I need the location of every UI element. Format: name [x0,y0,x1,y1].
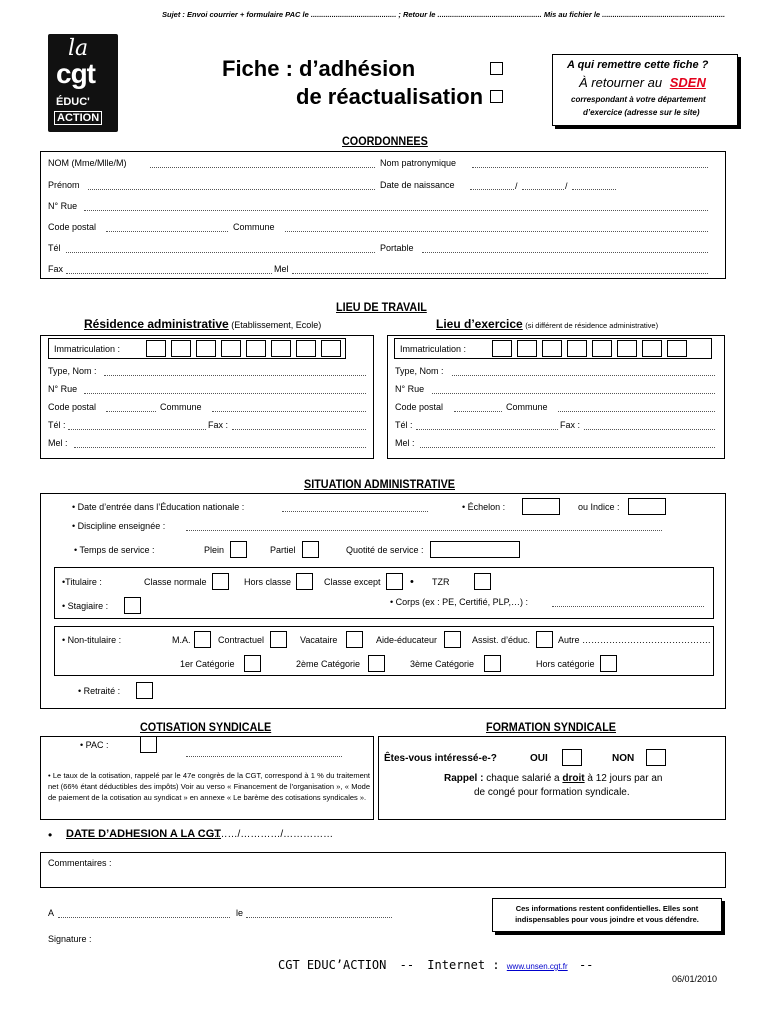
quotite-label: Quotité de service : [346,545,424,555]
commune-right-field[interactable] [558,411,715,412]
date-entree-field[interactable] [282,511,428,512]
date-naissance-month[interactable] [522,189,564,190]
tzr-checkbox[interactable] [474,573,491,590]
formation-oui-label: OUI [530,753,548,764]
commune-left-label: Commune [160,402,202,412]
reactualisation-checkbox[interactable] [490,90,503,103]
immat-right-digit-6[interactable] [617,340,637,357]
assist-checkbox[interactable] [536,631,553,648]
mel-right-field[interactable] [420,447,715,448]
signature-le-label: le [236,908,244,918]
pac-label: • PAC : [80,740,109,750]
indice-box[interactable] [628,498,666,515]
lieu-exercice-sub: (si différent de résidence administrative) [525,321,659,330]
tel-right-label: Tél : [395,420,413,430]
coordonnees-heading: COORDONNEES [342,134,428,148]
nom-patronymique-field[interactable] [472,167,708,168]
lieu-heading: LIEU DE TRAVAIL [336,300,427,314]
adhesion-label: DATE D’ADHESION A LA CGT [66,828,222,840]
fax-label: Fax [48,264,64,274]
footer-url-link[interactable]: www.unsen.cgt.fr [506,962,568,971]
partiel-label: Partiel [270,545,296,555]
immat-right-digit-7[interactable] [642,340,662,357]
callout-sden: SDEN [669,75,706,90]
portable-label: Portable [380,243,414,253]
temps-label: • Temps de service : [74,545,155,555]
formation-non-checkbox[interactable] [646,749,666,766]
footer-brand: CGT EDUC’ACTION [278,958,387,972]
formation-non-label: NON [612,753,635,764]
immat-right-label: Immatriculation : [400,344,467,354]
cotisation-heading: COTISATION SYNDICALE [140,720,272,734]
cotisation-text: • Le taux de la cotisation, rappelé par le 47e congrès de la CGT, correspond à 1 % du traitement net (66% étant déductibles des impôts) Voir au verso « Financement de l’organisation », « Mode de paiement de la cotisation au syndicat » en annexe « Le barème des cotisations syndicales ». [48,771,370,802]
mel-right-label: Mel : [395,438,415,448]
tzr-label: TZR [432,577,450,587]
plein-label: Plein [204,545,225,555]
rappel-text-1: chaque salarié a [486,773,560,784]
cat2-checkbox[interactable] [368,655,385,672]
signature-date-field[interactable] [246,917,392,918]
hors-cat-checkbox[interactable] [600,655,617,672]
callout-retour [579,75,706,90]
corps-field[interactable] [552,606,704,607]
titulaire-label: •Titulaire : [62,577,102,587]
prenom-field[interactable] [88,189,375,190]
vacataire-label: Vacataire [300,635,338,645]
aide-educ-label: Aide-éducateur [376,635,438,645]
tzr-bullet: • [410,576,414,588]
type-nom-right-field[interactable] [452,375,715,376]
commentaires-label: Commentaires : [48,858,112,868]
immat-right-digit-8[interactable] [667,340,687,357]
classe-except-label: Classe except [324,577,381,587]
confidential-text: Ces informations restent confidentielles. Elles sont indispensables pour vous joindre et vous défendre. [515,904,699,924]
commentaires-panel[interactable] [40,852,726,888]
immat-left-digit-2[interactable] [171,340,191,357]
immat-left-digit-1[interactable] [146,340,166,357]
fax-left-label: Fax : [208,420,229,430]
autre-label: Autre ……………………………………. [558,635,711,645]
logo-la: la [68,36,89,61]
formation-question: Êtes-vous intéressé-e-? [384,753,497,764]
hors-classe-label: Hors classe [244,577,292,587]
adhesion-value[interactable]: : ………/…………/…………… [202,829,334,840]
title-line2: de réactualisation [296,84,484,109]
rappel-line-2: de congé pour formation syndicale. [474,787,630,798]
cat1-label: 1er Catégorie [180,659,235,669]
residence-admin-sub: (Etablissement, Ecole) [231,320,322,330]
footer-date: 06/01/2010 [672,974,718,984]
retraite-label: • Retraité : [78,686,121,696]
rappel-droit: droit [562,773,585,784]
date-naissance-year[interactable] [572,189,616,190]
callout-dept2: d’exercice (adresse sur le site) [583,108,700,117]
stagiaire-checkbox[interactable] [124,597,141,614]
mel-label: Mel [274,264,289,274]
immat-right-digit-2[interactable] [517,340,537,357]
pac-checkbox[interactable] [140,736,157,753]
discipline-label: • Discipline enseignée : [72,521,166,531]
callout-dept1: correspondant à votre département [571,95,706,104]
fax-right-label: Fax : [560,420,581,430]
echelon-box[interactable] [522,498,560,515]
rue-right-label: N° Rue [395,384,425,394]
lieu-exercice-title [436,317,658,331]
stagiaire-label: • Stagiaire : [62,601,109,611]
contractuel-checkbox[interactable] [270,631,287,648]
date-naissance-day[interactable] [470,189,514,190]
plein-checkbox[interactable] [230,541,247,558]
rue-right-field[interactable] [432,393,715,394]
mel-field[interactable] [292,273,708,274]
commune-label: Commune [233,222,275,232]
rue-left-field[interactable] [84,393,366,394]
formation-rappel [444,773,662,784]
type-nom-left-field[interactable] [104,375,366,376]
type-nom-right-label: Type, Nom : [395,366,444,376]
tel-field[interactable] [66,252,375,253]
rappel-text-2: à 12 jours par an [587,773,663,784]
rappel-bold: Rappel : [444,773,484,784]
formation-heading: FORMATION SYNDICALE [486,720,617,734]
hors-cat-label: Hors catégorie [536,659,595,669]
classe-normale-checkbox[interactable] [212,573,229,590]
code-postal-label: Code postal [48,222,97,232]
signature-a-field[interactable] [58,917,230,918]
hors-classe-checkbox[interactable] [296,573,313,590]
nom-patronymique-label: Nom patronymique [380,158,457,168]
tel-left-label: Tél : [48,420,66,430]
title-line1: Fiche : d’adhésion [222,56,416,81]
nom-field[interactable] [150,167,375,168]
cp-left-label: Code postal [48,402,97,412]
nom-label: NOM (Mme/Mlle/M) [48,158,127,168]
commune-field[interactable] [285,231,708,232]
footer-sep: -- [399,958,415,972]
adhesion-bullet: • [48,828,53,842]
immat-left-digit-6[interactable] [271,340,291,357]
immat-left-digit-4[interactable] [221,340,241,357]
formation-oui-checkbox[interactable] [562,749,582,766]
cat1-checkbox[interactable] [244,655,261,672]
classe-except-checkbox[interactable] [386,573,403,590]
rue-label: N° Rue [48,201,78,211]
quotite-box[interactable] [430,541,520,558]
signature-a-label: A [48,908,55,918]
immat-left-digit-8[interactable] [321,340,341,357]
footer [278,958,593,972]
adhesion-checkbox[interactable] [490,62,503,75]
tel-label: Tél [48,243,61,253]
portable-field[interactable] [422,252,708,253]
immat-left-digit-7[interactable] [296,340,316,357]
corps-label: • Corps (ex : PE, Certifié, PLP,…) : [390,597,529,607]
retraite-checkbox[interactable] [136,682,153,699]
tel-left-field[interactable] [68,429,206,430]
echelon-label: • Échelon : [462,502,506,512]
code-postal-field[interactable] [106,231,228,232]
coordonnees-panel [40,151,726,279]
fax-field[interactable] [66,273,272,274]
logo-action: ACTION [54,111,102,125]
date-sep-1: / [515,181,518,191]
ma-label: M.A. [172,635,191,645]
commune-left-field[interactable] [212,411,366,412]
confidential-box [492,898,722,932]
mel-left-label: Mel : [48,438,68,448]
footer-sep2: -- [578,958,594,972]
commune-right-label: Commune [506,402,548,412]
vacataire-checkbox[interactable] [346,631,363,648]
date-naissance-label: Date de naissance [380,180,455,190]
pac-field[interactable] [186,756,342,757]
ma-checkbox[interactable] [194,631,211,648]
footer-internet: Internet : [427,958,500,972]
immat-right-digit-1[interactable] [492,340,512,357]
prenom-label: Prénom [48,180,80,190]
cp-right-label: Code postal [395,402,444,412]
rue-left-label: N° Rue [48,384,78,394]
residence-admin-title [84,317,321,331]
callout-box [552,54,738,126]
discipline-field[interactable] [186,530,662,531]
aide-educ-checkbox[interactable] [444,631,461,648]
fax-left-field[interactable] [232,429,366,430]
cp-left-field[interactable] [106,411,156,412]
cat2-label: 2ème Catégorie [296,659,361,669]
immat-right-digit-5[interactable] [592,340,612,357]
header-banner: Sujet : Envoi courrier + formulaire PAC le ......................................... ; Retour le .................................................. Mis au fichier le ........................................................... [162,10,726,19]
type-nom-left-label: Type, Nom : [48,366,97,376]
immat-right-digit-3[interactable] [542,340,562,357]
signature-label: Signature : [48,934,92,944]
immat-left-label: Immatriculation : [54,344,121,354]
assist-label: Assist. d’éduc. [472,635,531,645]
tel-right-field[interactable] [416,429,558,430]
fax-right-field[interactable] [584,429,715,430]
date-sep-2: / [565,181,568,191]
logo-cgt: cgt [56,58,95,89]
classe-normale-label: Classe normale [144,577,207,587]
cp-right-field[interactable] [454,411,502,412]
immat-left-digit-5[interactable] [246,340,266,357]
immat-left-digit-3[interactable] [196,340,216,357]
mel-left-field[interactable] [74,447,366,448]
callout-question: A qui remettre cette fiche ? [567,59,709,71]
contractuel-label: Contractuel [218,635,265,645]
situation-heading: SITUATION ADMINISTRATIVE [304,477,456,491]
cat3-label: 3ème Catégorie [410,659,475,669]
titulaire-panel [54,567,714,619]
rue-field[interactable] [84,210,708,211]
residence-admin-label: Résidence administrative [84,317,229,331]
date-entree-label: • Date d’entrée dans l’Éducation nationale : [72,502,245,512]
non-titulaire-label: • Non-titulaire : [62,635,122,645]
indice-label: ou Indice : [578,502,620,512]
lieu-exercice-label: Lieu d’exercice [436,317,523,331]
cgt-logo [48,34,118,132]
cat3-checkbox[interactable] [484,655,501,672]
callout-retour-label: À retourner au [579,75,663,90]
immat-right-digit-4[interactable] [567,340,587,357]
logo-educ: ÉDUC' [56,96,90,108]
partiel-checkbox[interactable] [302,541,319,558]
